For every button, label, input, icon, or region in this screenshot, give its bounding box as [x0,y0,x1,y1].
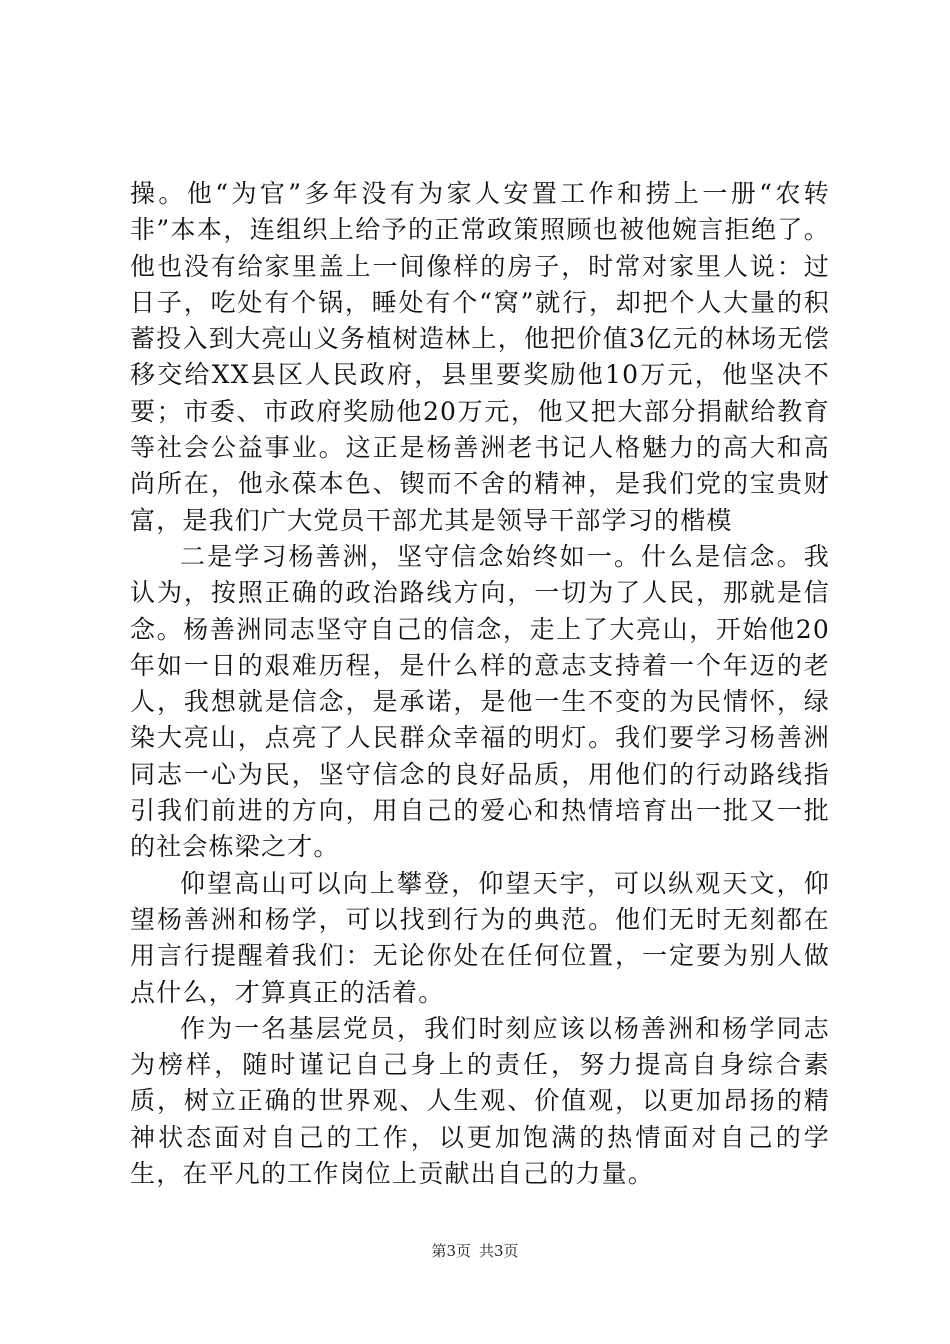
paragraph-2: 二是学习杨善洲，坚守信念始终如一。什么是信念。我认为，按照正确的政治路线方向，一切为了人民，那就是信念。杨善洲同志坚守自己的信念，走上了大亮山，开始他20年如一日的艰难历程，是什么样的意志支持着一个年迈的老人，我想就是信念，是承诺，是他一生不变的为民情怀，绿染大亮山，点亮了人民群众幸福的明灯。我们要学习杨善洲同志一心为民，坚守信念的良好品质，用他们的行动路线指引我们前进的方向，用自己的爱心和热情培育出一批又一批的社会栋梁之才。 [130,541,830,862]
paragraph-1: 操。他“为官”多年没有为家人安置工作和捞上一册“农转非”本本，连组织上给予的正常政策照顾也被他婉言拒绝了。他也没有给家里盖上一间像样的房子，时常对家里人说：过日子，吃处有个锅，睡处有个“窝”就行，却把个人大量的积蓄投入到大亮山义务植树造林上，他把价值3亿元的林场无偿移交给XX县区人民政府，县里要奖励他10万元，他坚决不要；市委、市政府奖励他20万元，他又把大部分捐献给教育等社会公益事业。这正是杨善洲老书记人格魅力的高大和高尚所在，他永葆本色、锲而不舍的精神，是我们党的宝贵财富，是我们广大党员干部尤其是领导干部学习的楷模 [130,179,830,535]
page-number: 第3页 [431,1242,471,1260]
paragraph-3: 仰望高山可以向上攀登，仰望天宇，可以纵观天文，仰望杨善洲和杨学，可以找到行为的典范。他们无时无刻都在用言行提醒着我们：无论你处在任何位置，一定要为别人做点什么，才算真正的活着。 [130,868,830,1007]
page-footer [0,1240,950,1261]
paragraph-4: 作为一名基层党员，我们时刻应该以杨善洲和杨学同志为榜样，随时谨记自己身上的责任，努力提高自身综合素质，树立正确的世界观、人生观、价值观，以更加昂扬的精神状态面对自己的工作，以更加饱满的热情面对自己的学生，在平凡的工作岗位上贡献出自己的力量。 [130,1013,830,1189]
document-body [130,176,830,1192]
page-total: 共3页 [479,1242,519,1260]
